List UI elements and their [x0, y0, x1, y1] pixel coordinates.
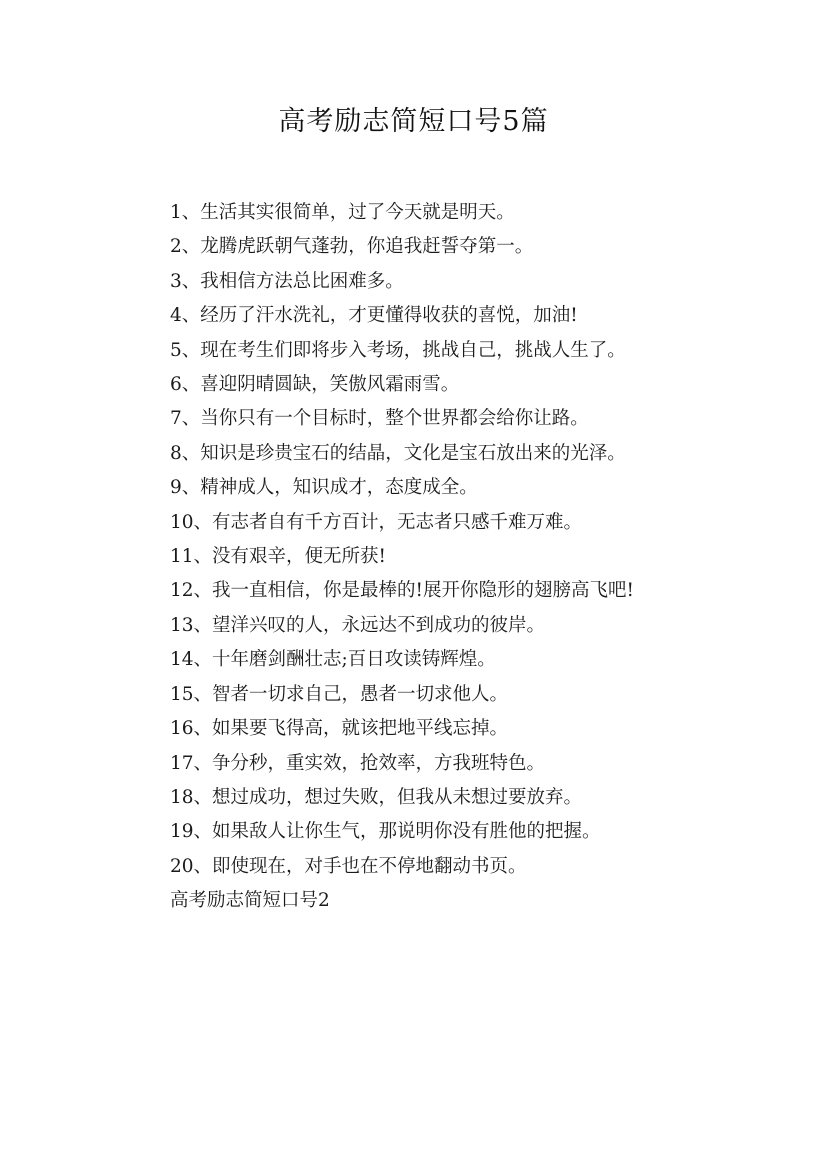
paragraph: 16、如果要飞得高，就该把地平线忘掉。: [170, 718, 509, 740]
document-body: [124, 196, 720, 919]
paragraph: 12、我一直相信，你是最棒的!展开你隐形的翅膀高飞吧!: [170, 580, 634, 602]
paragraph: 19、如果敌人让你生气，那说明你没有胜他的把握。: [170, 821, 601, 843]
paragraph: 5、现在考生们即将步入考场，挑战自己，挑战人生了。: [170, 339, 626, 361]
paragraph: 9、精神成人，知识成才，态度成全。: [170, 477, 478, 499]
section-heading: 高考励志简短口号2: [170, 890, 330, 912]
document-title: 高考励志简短口号5篇: [278, 106, 549, 137]
paragraph: 8、知识是珍贵宝石的结晶，文化是宝石放出来的光泽。: [170, 442, 626, 464]
paragraph: 15、智者一切求自己，愚者一切求他人。: [170, 683, 509, 705]
paragraph: 6、喜迎阴晴圆缺，笑傲风霜雨雪。: [170, 374, 460, 396]
paragraph: 10、有志者自有千方百计，无志者只感千难万难。: [170, 511, 583, 533]
paragraph: 11、没有艰辛，便无所获!: [170, 546, 386, 568]
paragraph: 7、当你只有一个目标时，整个世界都会给你让路。: [170, 408, 589, 430]
paragraph: 2、龙腾虎跃朝气蓬勃，你追我赶誓夺第一。: [170, 236, 534, 258]
paragraph: 20、即使现在，对手也在不停地翻动书页。: [170, 855, 527, 877]
paragraph: 4、经历了汗水洗礼，才更懂得收获的喜悦，加油!: [170, 305, 578, 327]
paragraph: 1、生活其实很简单，过了今天就是明天。: [170, 202, 515, 223]
paragraph: 18、想过成功，想过失败，但我从未想过要放弃。: [170, 786, 583, 808]
paragraph: 17、争分秒，重实效，抢效率，方我班特色。: [170, 752, 546, 774]
paragraph: 14、十年磨剑酬壮志;百日攻读铸辉煌。: [170, 649, 496, 671]
paragraph: 13、望洋兴叹的人，永远达不到成功的彼岸。: [170, 614, 546, 636]
paragraph: 3、我相信方法总比困难多。: [170, 270, 404, 292]
